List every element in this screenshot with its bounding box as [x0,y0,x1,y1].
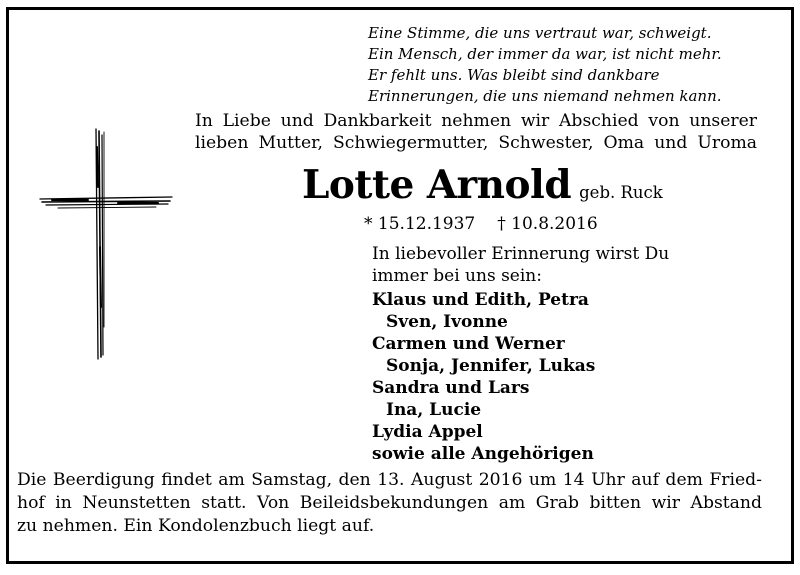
memory-text [372,243,669,287]
deceased-name: Lotte Arnold [302,162,572,208]
family-list [372,289,595,465]
intro-line: lieben Mutter, Schwiegermutter, Schwester, Oma und Uroma [195,133,757,153]
funeral-line: Die Beerdigung findet am Samstag, den 13. August 2016 um 14 Uhr auf dem Fried- [17,470,762,490]
family-line: Sandra und Lars [372,378,530,398]
cross-icon [38,127,174,362]
family-line: sowie alle Angehörigen [372,444,594,464]
memory-line: immer bei uns sein: [372,266,542,286]
intro-line: In Liebe und Dankbarkeit nehmen wir Abschied von unserer [195,111,757,131]
family-line: Sonja, Jennifer, Lukas [386,356,596,376]
poem-line: Eine Stimme, die uns vertraut war, schweigt. [368,24,712,42]
birth-date: * 15.12.1937 [364,214,476,234]
poem-line: Ein Mensch, der immer da war, ist nicht mehr. [368,45,722,63]
family-line: Klaus und Edith, Petra [372,290,589,310]
deceased-heading [302,162,663,208]
poem-line: Er fehlt uns. Was bleibt sind dankbare [368,66,660,84]
poem [368,23,722,107]
family-line: Lydia Appel [372,422,483,442]
life-dates [364,214,598,234]
maiden-name: geb. Ruck [579,183,663,202]
funeral-line: zu nehmen. Ein Kondolenzbuch liegt auf. [17,516,375,536]
family-line: Sven, Ivonne [386,312,508,332]
memory-line: In liebevoller Erinnerung wirst Du [372,244,670,264]
death-date: † 10.8.2016 [497,214,598,234]
funeral-notice [17,469,783,538]
funeral-line: hof in Neunstetten statt. Von Beileidsbekundungen am Grab bitten wir Abstand [17,493,762,513]
intro-text [195,110,757,154]
family-line: Ina, Lucie [386,400,482,420]
poem-line: Erinnerungen, die uns niemand nehmen kann. [368,87,722,105]
family-line: Carmen und Werner [372,334,565,354]
